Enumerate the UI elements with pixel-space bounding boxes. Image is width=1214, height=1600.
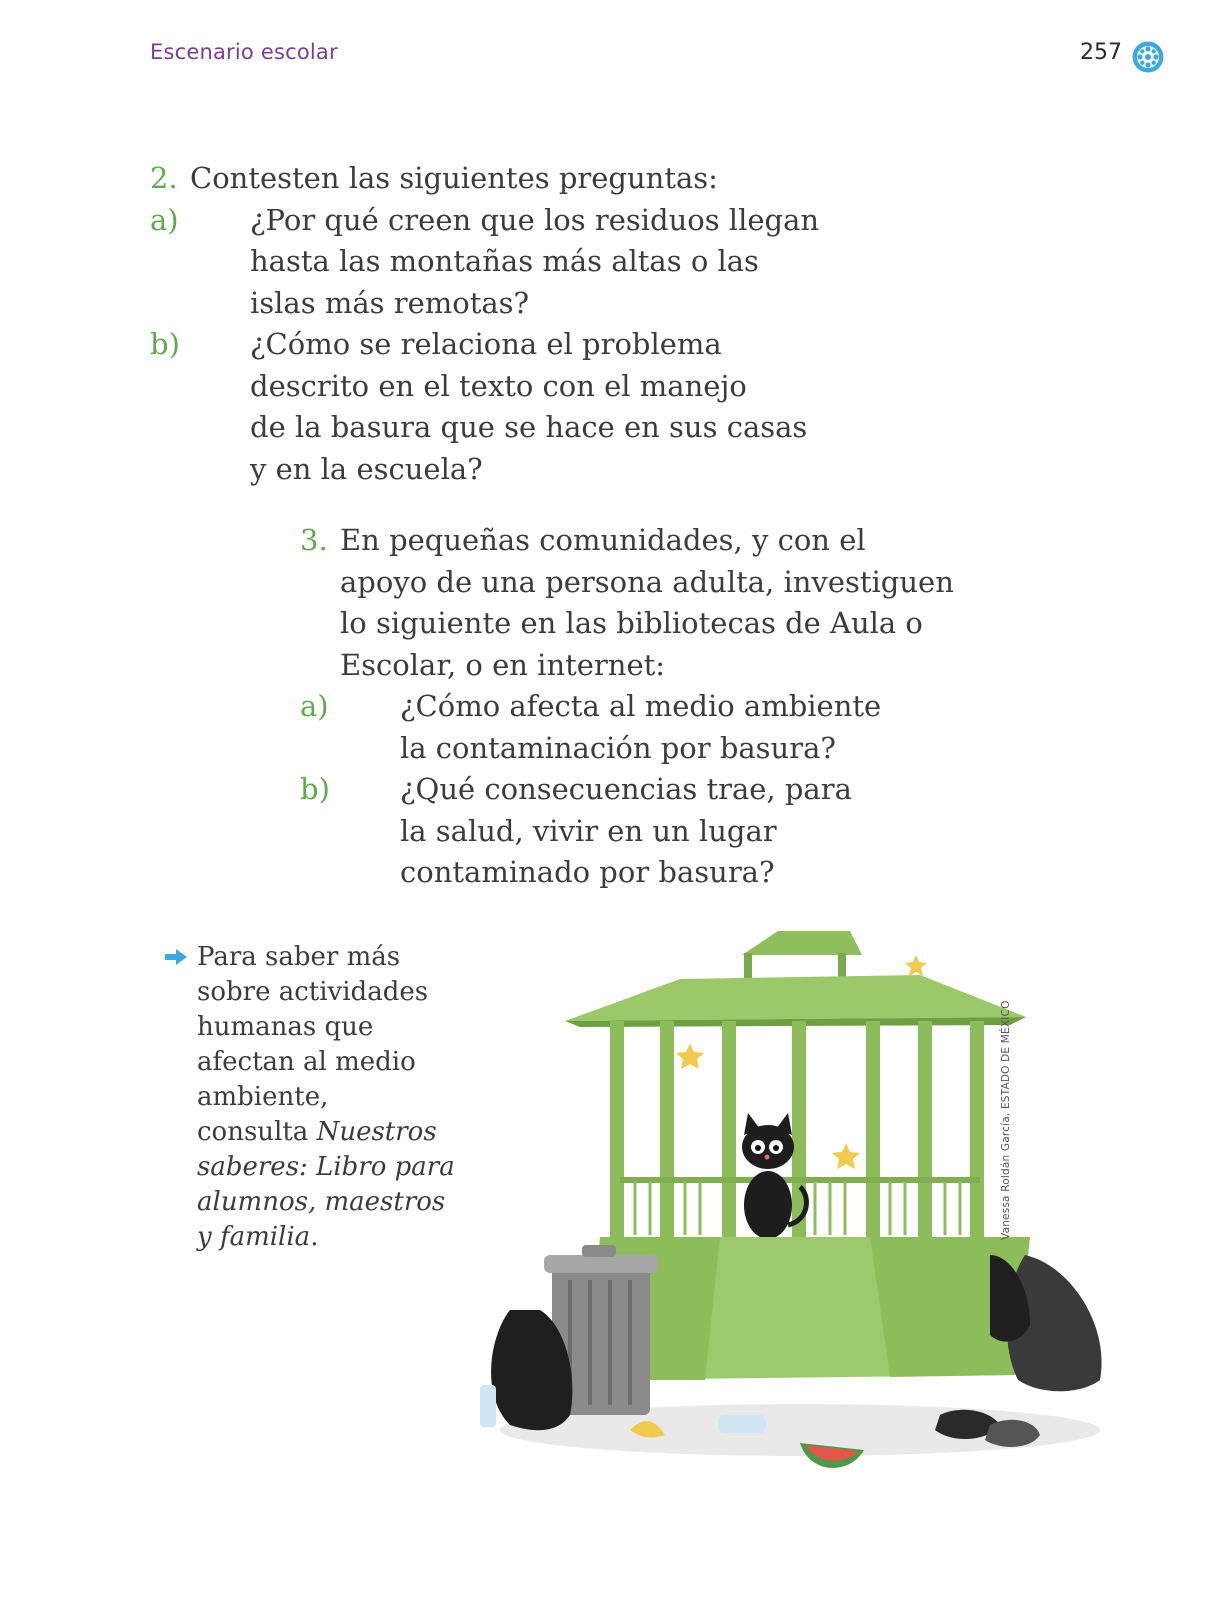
tip-line: ambiente, [197,1082,329,1112]
item-letter: b) [150,327,180,361]
header-section-title: Escenario escolar [150,40,338,64]
item-text-line: hasta las montañas más altas o las [250,244,759,278]
question-2 [150,158,870,490]
item-text-line: ¿Qué consecuencias trae, para [400,772,852,806]
question-3 [300,520,990,894]
round-flower-emblem-icon [1131,40,1165,74]
item-text-line: y en la escuela? [250,451,483,486]
item-text-line: la salud, vivir en un lugar [400,813,777,848]
question-2-number: 2. [150,161,178,195]
book-title-part: Nuestros [316,1117,437,1147]
question-3-prompt-line: apoyo de una persona adulta, investiguen [340,564,954,599]
question-3-item-b [300,769,990,894]
item-text-line: la contaminación por basura? [400,730,836,765]
item-text-line: ¿Cómo afecta al medio ambiente [400,689,882,723]
tip-text [197,940,467,1255]
question-2-prompt: Contesten las siguientes preguntas: [190,161,718,195]
item-text-line: contaminado por basura? [400,855,775,889]
item-text-line: islas más remotas? [250,285,530,320]
tip-line: afectan al medio [197,1047,416,1077]
book-title-part: alumnos, maestros [197,1187,446,1217]
item-letter: a) [150,202,179,237]
question-3-item-a [300,686,990,769]
item-text-line: ¿Por qué creen que los residuos llegan [250,202,820,237]
question-3-prompt-line: lo siguiente en las bibliotecas de Aula o [340,606,923,640]
book-title-part: y familia [197,1222,311,1252]
illustration-credit: Vanessa Roldán García, ESTADO DE MÉXICO [1000,1000,1012,1240]
tip-line: sobre actividades [197,977,429,1007]
question-3-prompt-line: En pequeñas comunidades, y con el [340,523,866,557]
item-text-line: descrito en el texto con el manejo [250,368,747,403]
item-text-line: ¿Cómo se relaciona el problema [250,327,722,361]
arrow-right-icon [165,949,187,965]
question-3-prompt-line: Escolar, o en internet: [340,647,666,682]
question-3-number: 3. [300,523,328,557]
book-title-part: saberes: Libro para [197,1152,455,1182]
item-letter: a) [300,689,329,723]
page-number: 257 [1080,40,1122,65]
question-2-item-b [150,324,870,490]
item-letter: b) [300,772,330,806]
tip-line: Para saber más [197,942,401,972]
item-text-line: de la basura que se hace en sus casas [250,410,808,444]
kiosk-cat-garbage-illustration [470,925,1130,1495]
tip-line: humanas que [197,1012,374,1042]
tip-period: . [310,1222,319,1252]
question-2-item-a [150,200,870,325]
tip-consult-prefix: consulta [197,1117,317,1147]
